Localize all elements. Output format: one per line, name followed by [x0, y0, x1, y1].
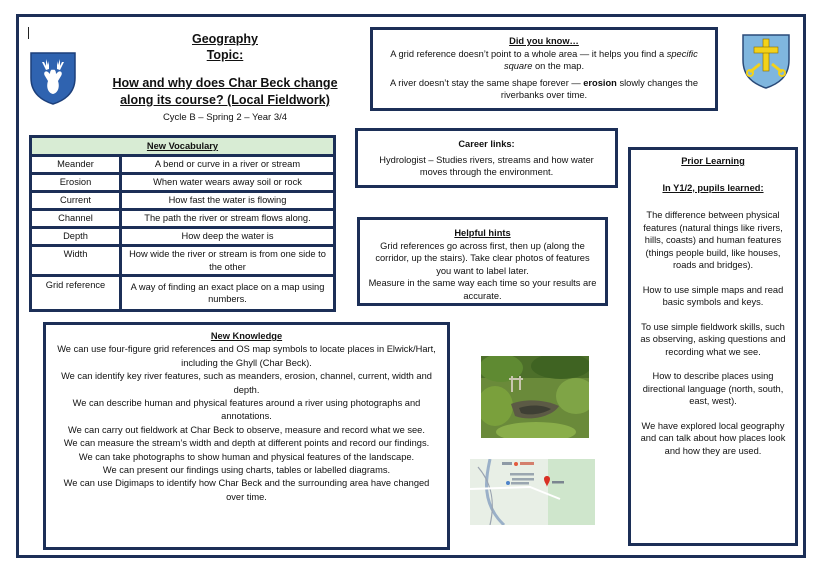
subject-heading: Geography: [192, 32, 258, 46]
helpful-hints-box: [357, 217, 608, 306]
did-you-know-box: [370, 27, 718, 111]
vocab-term: Depth: [32, 229, 119, 244]
did-you-know-heading: Did you know…: [509, 36, 579, 46]
school-crest-left-icon: [28, 50, 78, 106]
vocab-term: Channel: [32, 211, 119, 226]
knowledge-item: We can take photographs to show human and physical features of the landscape.: [78, 451, 415, 462]
vocab-definition: When water wears away soil or rock: [122, 175, 333, 190]
prior-learning-box: [628, 147, 798, 546]
prior-learning-item: To use simple fieldwork skills, such as observing, asking questions and recording what we see.: [640, 321, 786, 357]
knowledge-item: We can describe human and physical features around a river using photographs and annotations.: [72, 398, 421, 422]
knowledge-item: We can present our findings using charts, tables or labelled diagrams.: [102, 465, 391, 476]
vocab-definition: A bend or curve in a river or stream: [122, 157, 333, 172]
new-knowledge-box: [43, 322, 450, 550]
stream-photo: [481, 356, 589, 438]
knowledge-item: We can use four-figure grid references and OS map symbols to locate places in Elwick/Hart, including the Ghyll (Char Beck).: [57, 344, 436, 368]
title-block: [100, 31, 350, 123]
career-links-text: Hydrologist – Studies rivers, streams and how water moves through the environment.: [379, 154, 594, 177]
helpful-hints-text-2: Measure in the same way each time so your results are accurate.: [368, 278, 597, 301]
prior-learning-item: How to describe places using directional language (north, south, east, west).: [642, 371, 784, 406]
vocab-definition: The path the river or stream flows along.: [122, 211, 333, 226]
prior-learning-heading: Prior Learning: [681, 156, 745, 166]
text-cursor: [28, 27, 29, 39]
knowledge-item: We can measure the stream’s width and depth at different points and record our findings.: [63, 438, 430, 449]
vocab-definition: How deep the water is: [122, 229, 333, 244]
topic-label: Topic:: [206, 48, 244, 62]
vocab-definition: A way of finding an exact place on a map using numbers.: [122, 277, 333, 309]
prior-learning-item: How to use simple maps and read basic symbols and keys.: [642, 284, 784, 307]
did-you-know-fact-1: A grid reference doesn’t point to a whole area — it helps you find a specific square on the map.: [390, 48, 698, 71]
vocab-definition: How fast the water is flowing: [122, 193, 333, 208]
new-knowledge-heading: New Knowledge: [210, 331, 283, 341]
career-links-heading: Career links:: [458, 139, 515, 149]
knowledge-item: We can use Digimaps to identify how Char Beck and the surrounding area have changed over time.: [63, 478, 430, 502]
did-you-know-fact-2: A river doesn’t stay the same shape forever — erosion slowly changes the riverbanks over time.: [390, 77, 698, 100]
topic-title: How and why does Char Beck change along its course? (Local Fieldwork): [112, 76, 338, 107]
school-crest-right-icon: [740, 32, 792, 90]
prior-learning-subheading: In Y1/2, pupils learned:: [662, 182, 764, 193]
vocab-term: Erosion: [32, 175, 119, 190]
helpful-hints-text-1: Grid references go across first, then up (along the corridor, up the stairs). Take clear photos of features you want to label later.: [375, 240, 590, 276]
knowledge-item: We can identify key river features, such as meanders, erosion, channel, current, width and depth.: [61, 371, 432, 395]
prior-learning-item: We have explored local geography and can talk about how places look and how they are used.: [640, 420, 786, 456]
vocab-term: Width: [32, 247, 119, 274]
cycle-text: Cycle B – Spring 2 – Year 3/4: [162, 112, 288, 123]
vocab-term: Grid reference: [32, 277, 119, 309]
vocab-definition: How wide the river or stream is from one side to the other: [122, 247, 333, 274]
vocab-term: Meander: [32, 157, 119, 172]
prior-learning-item: The difference between physical features (natural things like rivers, hills, coasts) and human features (things people build, like houses, roads and bridges).: [643, 210, 783, 270]
knowledge-item: We can carry out fieldwork at Char Beck to observe, measure and record what we see.: [68, 424, 425, 435]
vocab-term: Current: [32, 193, 119, 208]
area-map-image: [470, 459, 595, 525]
vocabulary-table: [29, 135, 336, 312]
helpful-hints-heading: Helpful hints: [454, 228, 511, 238]
vocabulary-heading: New Vocabulary: [32, 138, 333, 154]
career-links-box: [355, 128, 618, 188]
